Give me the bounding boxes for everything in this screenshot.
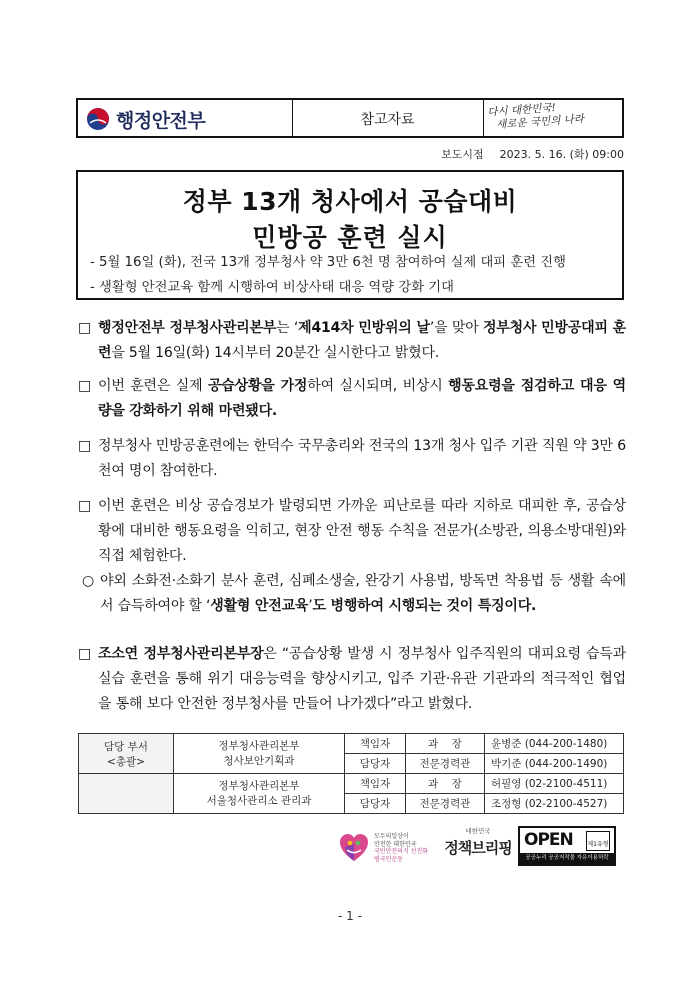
text: 하여 실시되며, 비상시 bbox=[307, 378, 449, 394]
contact-position: 과 장 bbox=[406, 734, 485, 754]
text: 야외 소화전·소화기 분사 훈련, 심폐소생술, 완강기 사용법, 방독면 착용법 등 생활 속에서 습득하여야 할 ‘ bbox=[100, 573, 626, 614]
checkbox-bullet: □ bbox=[78, 498, 92, 514]
page-number: - 1 - bbox=[338, 909, 362, 923]
text-bold: 생활형 안전교육 bbox=[210, 598, 309, 614]
dept-label bbox=[79, 734, 174, 774]
text-bold: 정부청사 민방공대피 훈련 bbox=[98, 320, 626, 361]
dept-label-line: 담당 부서 bbox=[104, 740, 148, 753]
unit-line: 청사보안기획과 bbox=[223, 754, 295, 767]
paragraph-2 bbox=[78, 374, 626, 424]
document-type: 참고자료 bbox=[360, 112, 415, 128]
text-bold: 도 병행하여 시행되는 것이 특징이다. bbox=[312, 598, 537, 614]
checkbox-bullet: □ bbox=[78, 378, 92, 394]
open-wordmark: OPEN bbox=[524, 830, 573, 850]
text-bold: 행정안전부 정부청사관리본부 bbox=[98, 320, 277, 336]
paragraph-6 bbox=[78, 642, 626, 717]
contact-position: 과 장 bbox=[406, 774, 485, 794]
paragraph-1 bbox=[78, 316, 626, 366]
text: ’ bbox=[308, 598, 313, 614]
kogl-open-logo bbox=[518, 826, 616, 866]
slogan-line: 새로운 국민의 나라 bbox=[495, 112, 585, 132]
release-label: 보도시점 bbox=[441, 148, 484, 161]
government-slogan bbox=[487, 97, 621, 138]
policy-briefing-logo bbox=[440, 826, 516, 870]
paragraph-text: 이번 훈련은 비상 공습경보가 발령되면 가까운 피난로를 따라 지하로 대피한 후, 공습상황에 대비한 행동요령을 익히고, 현장 안전 행동 수칙을 전문가(소방관, 의용소방대원)와 직접 체험한다. bbox=[98, 498, 626, 564]
campaign-text bbox=[374, 833, 428, 863]
header-box bbox=[76, 98, 624, 138]
checkbox-bullet: □ bbox=[78, 438, 92, 454]
license-type-box: 제1유형 bbox=[586, 831, 610, 851]
text: 는 ‘ bbox=[276, 320, 299, 336]
text: 은 “공습상황 발생 시 정부청사 입주직원의 대피요령 습득과 실습 훈련을 통해 위기 대응능력을 향상시키고, 입주 기관·유관 기관과의 적극적인 협업을 통해 보다 안전한 정부청사를 만들어 나가겠다”라고 밝혔다. bbox=[98, 646, 626, 712]
unit-name bbox=[174, 734, 345, 774]
text: ’을 맞아 bbox=[429, 320, 483, 336]
license-bar: 공공누리 공공저작물 자유이용허락 bbox=[520, 853, 614, 864]
campaign-line: 모두의일상이 bbox=[374, 833, 409, 840]
subheadline-1: - 5월 16일 (화), 전국 13개 정부청사 약 3만 6천 명 참여하여 실제 대피 훈련 진행 bbox=[90, 255, 566, 270]
contact-name: 박기준 (044-200-1490) bbox=[485, 754, 624, 774]
contacts-table bbox=[78, 733, 624, 814]
logo-wordmark: 정책브리핑 bbox=[444, 839, 512, 857]
text-bold: 공습상황을 가정 bbox=[207, 378, 308, 394]
release-time bbox=[441, 146, 624, 162]
paragraph-text: 정부청사 민방공훈련에는 한덕수 국무총리와 전국의 13개 청사 입주 기관 직원 약 3만 6천여 명이 참여한다. bbox=[98, 438, 626, 479]
campaign-line: 국민안전의식 선진화 bbox=[374, 848, 429, 855]
checkbox-bullet: □ bbox=[78, 646, 92, 662]
text: 을 5월 16일(화) 14시부터 20분간 실시한다고 밝혔다. bbox=[111, 345, 440, 361]
contact-position: 전문경력관 bbox=[406, 754, 485, 774]
ministry-name: 행정안전부 bbox=[116, 109, 206, 132]
contact-role: 담당자 bbox=[345, 794, 406, 814]
table-row bbox=[79, 774, 624, 794]
paragraph-text bbox=[98, 374, 626, 424]
headline-line2: 민방공 훈련 실시 bbox=[252, 223, 448, 252]
circle-bullet: ○ bbox=[82, 573, 95, 589]
contact-position: 전문경력관 bbox=[406, 794, 485, 814]
taegeuk-emblem-icon bbox=[86, 107, 110, 131]
safety-campaign-logo bbox=[338, 826, 434, 870]
contact-role: 책임자 bbox=[345, 774, 406, 794]
sub-bullet bbox=[82, 569, 626, 619]
headline-line1: 정부 13개 청사에서 공습대비 bbox=[182, 187, 518, 216]
slogan-line: 다시 대한민국! bbox=[487, 101, 557, 119]
paragraph-3 bbox=[78, 434, 626, 484]
release-datetime: 2023. 5. 16. (화) 09:00 bbox=[499, 148, 624, 161]
campaign-line: 안전한 대한민국 bbox=[374, 840, 417, 848]
checkbox-bullet: □ bbox=[78, 320, 92, 336]
unit-line: 정부청사관리본부 bbox=[218, 779, 300, 792]
campaign-line: 범국민운동 bbox=[374, 855, 403, 863]
logo-caption: 대한민국 bbox=[465, 827, 491, 835]
text-bold: 행동요령을 점검하고 대응 역량을 강화하기 위해 마련됐다. bbox=[98, 378, 626, 419]
text: 이번 훈련은 실제 bbox=[98, 378, 208, 394]
paragraph-4 bbox=[78, 494, 626, 569]
heart-people-icon bbox=[338, 832, 370, 864]
text-bold: 제414차 민방위의 날 bbox=[298, 320, 430, 336]
contact-role: 책임자 bbox=[345, 734, 406, 754]
unit-line: 정부청사관리본부 bbox=[218, 739, 300, 752]
unit-name bbox=[174, 774, 345, 814]
paragraph-text bbox=[100, 569, 626, 619]
title-box bbox=[76, 170, 624, 300]
dept-label-empty bbox=[79, 774, 174, 814]
dept-label-line: <총괄> bbox=[107, 755, 145, 768]
unit-line: 서울청사관리소 관리과 bbox=[206, 794, 312, 807]
contact-name: 윤병준 (044-200-1480) bbox=[485, 734, 624, 754]
contact-role: 담당자 bbox=[345, 754, 406, 774]
subheadline-2: - 생활형 안전교육 함께 시행하여 비상사태 대응 역량 강화 기대 bbox=[90, 280, 454, 295]
paragraph-text bbox=[98, 316, 626, 366]
paragraph-text bbox=[98, 642, 626, 717]
table-row bbox=[79, 734, 624, 754]
header-divider bbox=[483, 100, 484, 136]
text-bold: 조소연 정부청사관리본부장 bbox=[98, 646, 264, 662]
contact-name: 조정형 (02-2100-4527) bbox=[485, 794, 624, 814]
contact-name: 허필영 (02-2100-4511) bbox=[485, 774, 624, 794]
ministry-logo bbox=[86, 105, 205, 133]
